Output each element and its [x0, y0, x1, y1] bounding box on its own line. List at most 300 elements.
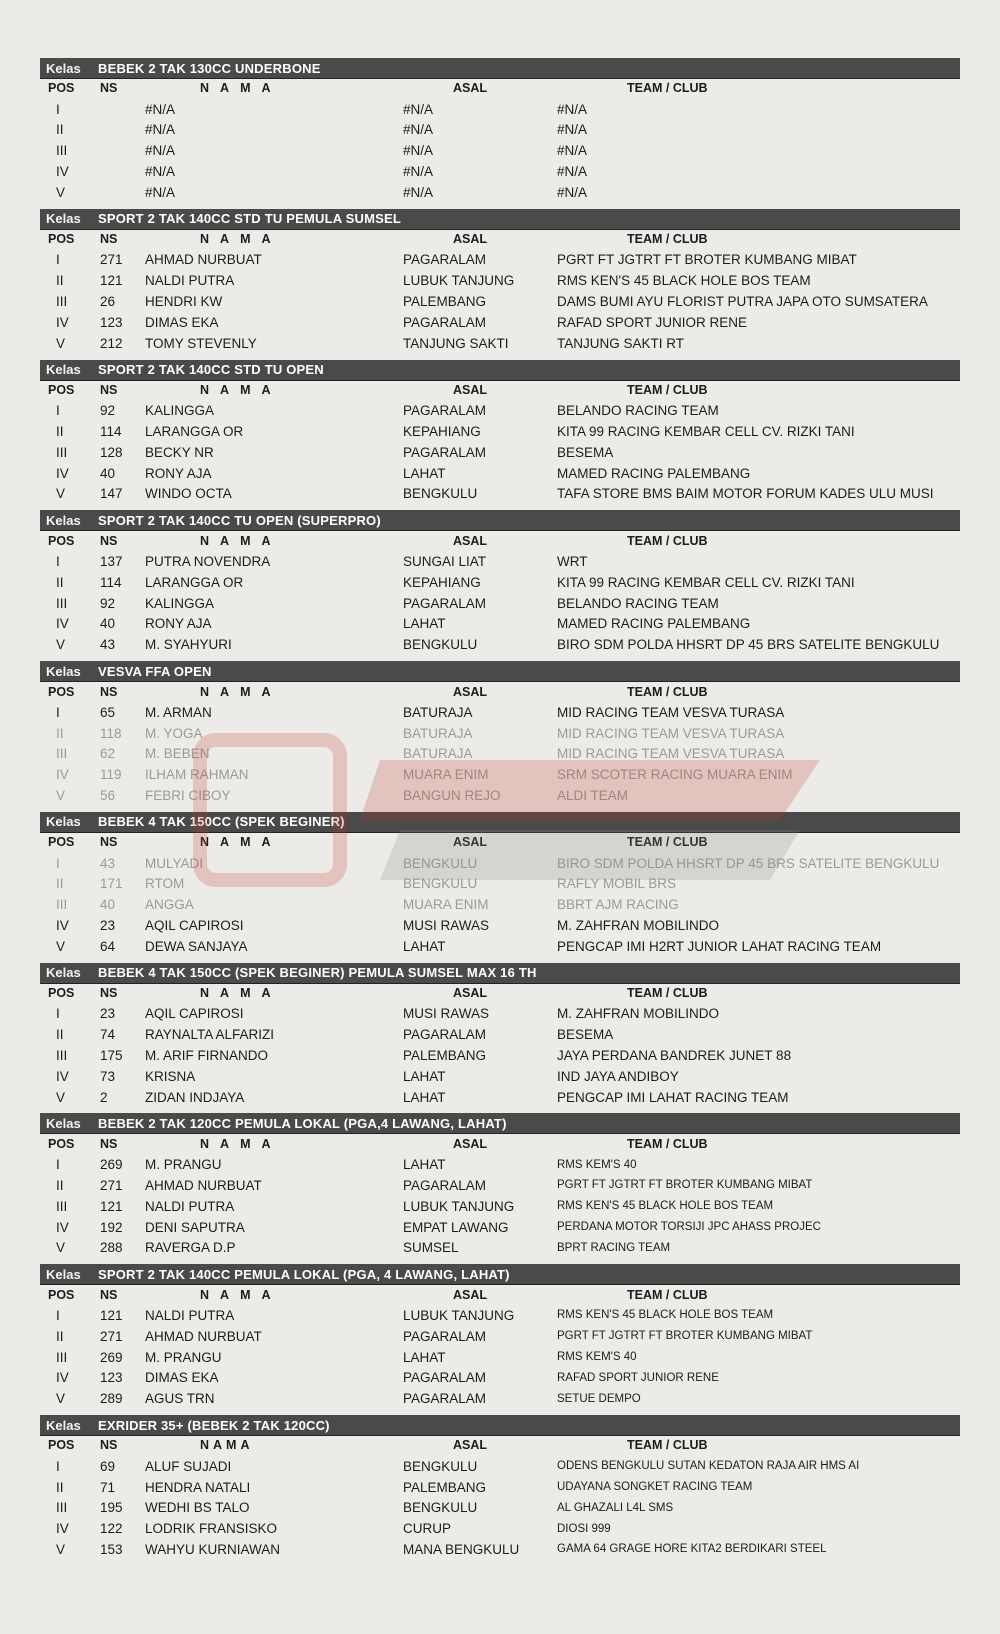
- table-row: [40, 1175, 960, 1196]
- ns-cell: 192: [100, 1219, 123, 1235]
- team-cell: JAYA PERDANA BANDREK JUNET 88: [557, 1047, 792, 1063]
- nama-cell: M. YOGA: [145, 725, 203, 741]
- ns-header: NS: [100, 1287, 118, 1302]
- pos-cell: I: [56, 1157, 60, 1173]
- asal-cell: TANJUNG SAKTI: [403, 335, 509, 351]
- kelas-label: Kelas: [46, 1115, 81, 1131]
- nama-cell: M. SYAHYURI: [145, 637, 232, 653]
- class-title-bar: [40, 510, 960, 530]
- ns-cell: 122: [100, 1521, 123, 1537]
- asal-cell: SUMSEL: [403, 1240, 459, 1256]
- table-row: [40, 161, 960, 182]
- ns-cell: 62: [100, 746, 116, 762]
- kelas-label: Kelas: [46, 512, 81, 528]
- table-header: [40, 1284, 960, 1305]
- asal-cell: BENGKULU: [403, 486, 478, 502]
- asal-cell: BATURAJA: [403, 725, 473, 741]
- team-cell: SETUE DEMPO: [557, 1392, 641, 1405]
- team-cell: BIRO SDM POLDA HHSRT DP 45 BRS SATELITE BENGKULU: [557, 637, 940, 653]
- pos-cell: III: [56, 1047, 68, 1063]
- ns-cell: 40: [100, 897, 116, 913]
- ns-cell: 92: [100, 595, 116, 611]
- team-cell: RAFAD SPORT JUNIOR RENE: [557, 1371, 719, 1384]
- class-title: SPORT 2 TAK 140CC TU OPEN (SUPERPRO): [98, 512, 381, 528]
- asal-header: ASAL: [453, 1438, 488, 1453]
- team-cell: KITA 99 RACING KEMBAR CELL CV. RIZKI TANI: [557, 424, 855, 440]
- ns-cell: 40: [100, 616, 116, 632]
- ns-cell: 121: [100, 1307, 123, 1323]
- asal-cell: PALEMBANG: [403, 1047, 487, 1063]
- pos-cell: III: [56, 897, 68, 913]
- nama-cell: KALINGGA: [145, 403, 215, 419]
- asal-cell: #N/A: [403, 164, 434, 180]
- table-row: [40, 874, 960, 895]
- kelas-label: Kelas: [46, 663, 81, 679]
- table-row: [40, 99, 960, 120]
- asal-cell: PAGARALAM: [403, 595, 487, 611]
- team-cell: PGRT FT JGTRT FT BROTER KUMBANG MIBAT: [557, 1179, 813, 1192]
- team-cell: BESEMA: [557, 444, 614, 460]
- table-header: [40, 78, 960, 99]
- pos-cell: V: [56, 788, 66, 803]
- pos-cell: V: [56, 1089, 66, 1105]
- pos-cell: V: [56, 1240, 66, 1256]
- team-cell: RAFAD SPORT JUNIOR RENE: [557, 314, 748, 330]
- nama-cell: AQIL CAPIROSI: [145, 1006, 244, 1022]
- class-section: [40, 58, 960, 203]
- nama-cell: DIMAS EKA: [145, 314, 219, 330]
- pos-cell: I: [56, 855, 60, 871]
- asal-header: ASAL: [453, 986, 488, 1001]
- class-section: [40, 1264, 960, 1409]
- pos-header: POS: [48, 835, 75, 850]
- table-row: [40, 1196, 960, 1217]
- team-cell: MAMED RACING PALEMBANG: [557, 465, 751, 481]
- ns-header: NS: [100, 1438, 118, 1453]
- pos-cell: V: [56, 486, 66, 502]
- nama-cell: BECKY NR: [145, 444, 214, 460]
- table-row: [40, 400, 960, 421]
- asal-header: ASAL: [453, 81, 488, 96]
- ns-cell: 119: [100, 767, 122, 783]
- nama-cell: WEDHI BS TALO: [145, 1500, 250, 1516]
- table-header: [40, 1435, 960, 1456]
- nama-cell: PUTRA NOVENDRA: [145, 554, 271, 570]
- nama-cell: AHMAD NURBUAT: [145, 1177, 262, 1193]
- ns-cell: 65: [100, 704, 116, 720]
- pos-header: POS: [48, 382, 75, 397]
- team-header: TEAM / CLUB: [627, 232, 708, 247]
- team-cell: MAMED RACING PALEMBANG: [557, 616, 751, 632]
- table-row: [40, 593, 960, 614]
- team-cell: M. ZAHFRAN MOBILINDO: [557, 1006, 720, 1022]
- table-row: [40, 1367, 960, 1388]
- nama-cell: RTOM: [145, 876, 185, 892]
- class-title-bar: [40, 661, 960, 681]
- nama-header: N A M A: [200, 81, 275, 96]
- table-row: [40, 551, 960, 572]
- team-cell: MID RACING TEAM VESVA TURASA: [557, 746, 785, 762]
- asal-cell: PAGARALAM: [403, 1027, 487, 1043]
- class-section: [40, 963, 960, 1108]
- pos-header: POS: [48, 1136, 75, 1151]
- table-row: [40, 484, 960, 505]
- team-cell: BBRT AJM RACING: [557, 897, 679, 913]
- ns-cell: 43: [100, 855, 116, 871]
- class-title-bar: [40, 1264, 960, 1284]
- pos-cell: III: [56, 1198, 68, 1214]
- class-title-bar: [40, 963, 960, 983]
- table-header: [40, 380, 960, 401]
- pos-header: POS: [48, 986, 75, 1001]
- nama-cell: M. PRANGU: [145, 1349, 222, 1365]
- table-row: [40, 853, 960, 874]
- nama-cell: FEBRI CIBOY: [145, 788, 231, 803]
- pos-cell: II: [56, 273, 64, 289]
- table-row: [40, 442, 960, 463]
- team-cell: PENGCAP IMI LAHAT RACING TEAM: [557, 1089, 789, 1105]
- nama-cell: DENI SAPUTRA: [145, 1219, 245, 1235]
- team-cell: #N/A: [557, 143, 588, 159]
- asal-header: ASAL: [453, 1136, 488, 1151]
- nama-cell: TOMY STEVENLY: [145, 335, 257, 351]
- pos-cell: I: [56, 1006, 60, 1022]
- asal-cell: KEPAHIANG: [403, 574, 481, 590]
- team-header: TEAM / CLUB: [627, 533, 708, 548]
- ns-cell: 195: [100, 1500, 123, 1516]
- team-cell: BIRO SDM POLDA HHSRT DP 45 BRS SATELITE BENGKULU: [557, 855, 940, 871]
- pos-cell: III: [56, 294, 68, 310]
- table-header: [40, 1133, 960, 1154]
- table-row: [40, 764, 960, 785]
- pos-cell: V: [56, 938, 66, 954]
- table-row: [40, 120, 960, 141]
- pos-cell: II: [56, 1328, 64, 1344]
- asal-cell: #N/A: [403, 122, 434, 138]
- pos-header: POS: [48, 533, 75, 548]
- table-row: [40, 1154, 960, 1175]
- class-section: [40, 510, 960, 655]
- ns-header: NS: [100, 81, 118, 96]
- team-cell: BELANDO RACING TEAM: [557, 403, 719, 419]
- ns-cell: 56: [100, 788, 116, 803]
- ns-header: NS: [100, 232, 118, 247]
- table-row: [40, 1347, 960, 1368]
- asal-header: ASAL: [453, 382, 488, 397]
- pos-cell: II: [56, 1027, 64, 1043]
- pos-cell: III: [56, 143, 68, 159]
- team-cell: PENGCAP IMI H2RT JUNIOR LAHAT RACING TEAM: [557, 938, 882, 954]
- table-row: [40, 312, 960, 333]
- asal-cell: PAGARALAM: [403, 1177, 487, 1193]
- asal-cell: LAHAT: [403, 938, 446, 954]
- table-row: [40, 333, 960, 354]
- class-title: SPORT 2 TAK 140CC STD TU PEMULA SUMSEL: [98, 211, 402, 227]
- pos-cell: IV: [56, 1068, 69, 1084]
- asal-cell: PAGARALAM: [403, 444, 487, 460]
- team-cell: RMS KEM'S 40: [557, 1158, 637, 1171]
- table-header: [40, 530, 960, 551]
- team-header: TEAM / CLUB: [627, 81, 708, 96]
- nama-header: N A M A: [200, 1136, 275, 1151]
- nama-cell: M. ARMAN: [145, 704, 212, 720]
- table-header: [40, 832, 960, 853]
- nama-cell: ILHAM RAHMAN: [145, 767, 249, 783]
- ns-header: NS: [100, 1136, 118, 1151]
- pos-cell: IV: [56, 1219, 69, 1235]
- class-title-bar: [40, 58, 960, 78]
- ns-cell: 271: [100, 1328, 123, 1344]
- team-cell: RAFLY MOBIL BRS: [557, 876, 677, 892]
- pos-cell: I: [56, 101, 60, 117]
- table-row: [40, 1497, 960, 1518]
- kelas-label: Kelas: [46, 60, 81, 76]
- table-row: [40, 421, 960, 442]
- team-cell: #N/A: [557, 122, 588, 138]
- asal-cell: KEPAHIANG: [403, 424, 481, 440]
- team-cell: IND JAYA ANDIBOY: [557, 1068, 679, 1084]
- asal-cell: LAHAT: [403, 465, 446, 481]
- table-row: [40, 1477, 960, 1498]
- asal-cell: LUBUK TANJUNG: [403, 1198, 515, 1214]
- kelas-label: Kelas: [46, 814, 81, 830]
- nama-cell: ANGGA: [145, 897, 194, 913]
- nama-cell: #N/A: [145, 143, 176, 159]
- table-row: [40, 1237, 960, 1258]
- table-row: [40, 723, 960, 744]
- pos-cell: II: [56, 574, 64, 590]
- ns-cell: 121: [100, 1198, 123, 1214]
- team-cell: WRT: [557, 554, 588, 570]
- ns-cell: 64: [100, 938, 116, 954]
- pos-cell: III: [56, 444, 68, 460]
- nama-cell: WAHYU KURNIAWAN: [145, 1541, 280, 1557]
- nama-header: N A M A: [200, 232, 275, 247]
- team-cell: RMS KEN'S 45 BLACK HOLE BOS TEAM: [557, 1309, 774, 1322]
- class-section: [40, 812, 960, 957]
- asal-cell: BATURAJA: [403, 704, 473, 720]
- table-row: [40, 270, 960, 291]
- ns-cell: 114: [100, 574, 122, 590]
- team-cell: PGRT FT JGTRT FT BROTER KUMBANG MIBAT: [557, 1330, 813, 1343]
- team-cell: TANJUNG SAKTI RT: [557, 335, 685, 351]
- asal-cell: BANGUN REJO: [403, 788, 501, 803]
- ns-cell: 92: [100, 403, 116, 419]
- table-row: [40, 614, 960, 635]
- pos-header: POS: [48, 1438, 75, 1453]
- team-header: TEAM / CLUB: [627, 1287, 708, 1302]
- pos-cell: II: [56, 424, 64, 440]
- nama-cell: M. BEBEN: [145, 746, 210, 762]
- nama-cell: HENDRA NATALI: [145, 1479, 251, 1495]
- pos-cell: IV: [56, 616, 69, 632]
- ns-header: NS: [100, 382, 118, 397]
- nama-cell: #N/A: [145, 122, 176, 138]
- asal-cell: PAGARALAM: [403, 252, 487, 268]
- nama-cell: DIMAS EKA: [145, 1370, 219, 1386]
- pos-cell: II: [56, 725, 64, 741]
- pos-cell: III: [56, 746, 68, 762]
- table-header: [40, 681, 960, 702]
- class-title: SPORT 2 TAK 140CC STD TU OPEN: [98, 362, 324, 378]
- ns-cell: 153: [100, 1541, 123, 1557]
- ns-cell: 114: [100, 424, 122, 440]
- table-row: [40, 1518, 960, 1539]
- table-row: [40, 1087, 960, 1108]
- class-title-bar: [40, 209, 960, 229]
- kelas-label: Kelas: [46, 965, 81, 981]
- pos-cell: V: [56, 637, 66, 653]
- asal-cell: LAHAT: [403, 1157, 446, 1173]
- kelas-label: Kelas: [46, 1266, 81, 1282]
- asal-cell: MUSI RAWAS: [403, 1006, 490, 1022]
- team-cell: DIOSI 999: [557, 1522, 611, 1535]
- pos-cell: I: [56, 1307, 60, 1323]
- nama-cell: ALUF SUJADI: [145, 1458, 232, 1474]
- ns-cell: 128: [100, 444, 123, 460]
- nama-cell: NALDI PUTRA: [145, 273, 235, 289]
- class-title: BEBEK 2 TAK 130CC UNDERBONE: [98, 60, 321, 76]
- pos-cell: IV: [56, 1370, 69, 1386]
- ns-cell: 123: [100, 1370, 123, 1386]
- asal-cell: BENGKULU: [403, 1500, 478, 1516]
- asal-cell: LAHAT: [403, 1349, 446, 1365]
- pos-header: POS: [48, 684, 75, 699]
- team-header: TEAM / CLUB: [627, 986, 708, 1001]
- table-row: [40, 463, 960, 484]
- class-title: BEBEK 2 TAK 120CC PEMULA LOKAL (PGA,4 LAWANG, LAHAT): [98, 1115, 507, 1131]
- nama-cell: RONY AJA: [145, 616, 212, 632]
- nama-cell: #N/A: [145, 164, 176, 180]
- nama-cell: M. ARIF FIRNANDO: [145, 1047, 269, 1063]
- nama-cell: LARANGGA OR: [145, 424, 244, 440]
- pos-cell: V: [56, 184, 66, 200]
- table-row: [40, 1066, 960, 1087]
- class-section: [40, 360, 960, 505]
- asal-cell: PAGARALAM: [403, 314, 487, 330]
- team-cell: UDAYANA SONGKET RACING TEAM: [557, 1481, 753, 1494]
- asal-cell: MUSI RAWAS: [403, 917, 490, 933]
- nama-cell: M. PRANGU: [145, 1157, 222, 1173]
- pos-cell: IV: [56, 164, 69, 180]
- asal-cell: SUNGAI LIAT: [403, 554, 487, 570]
- ns-cell: 212: [100, 335, 123, 351]
- pos-cell: IV: [56, 314, 69, 330]
- team-cell: ODENS BENGKULU SUTAN KEDATON RAJA AIR HMS AI: [557, 1460, 860, 1473]
- ns-cell: 69: [100, 1458, 116, 1474]
- table-header: [40, 229, 960, 250]
- pos-cell: IV: [56, 917, 69, 933]
- pos-cell: I: [56, 1458, 60, 1474]
- nama-header: NAMA: [200, 1438, 254, 1453]
- pos-cell: I: [56, 252, 60, 268]
- pos-cell: III: [56, 595, 68, 611]
- table-row: [40, 744, 960, 765]
- class-title: BEBEK 4 TAK 150CC (SPEK BEGINER): [98, 814, 345, 830]
- nama-cell: KALINGGA: [145, 595, 215, 611]
- nama-cell: RONY AJA: [145, 465, 212, 481]
- ns-cell: 23: [100, 917, 116, 933]
- table-row: [40, 894, 960, 915]
- class-title: BEBEK 4 TAK 150CC (SPEK BEGINER) PEMULA SUMSEL MAX 16 TH: [98, 965, 537, 981]
- team-cell: MID RACING TEAM VESVA TURASA: [557, 725, 785, 741]
- table-row: [40, 936, 960, 957]
- nama-header: N A M A: [200, 382, 275, 397]
- table-row: [40, 1305, 960, 1326]
- ns-cell: 271: [100, 1177, 123, 1193]
- asal-cell: PAGARALAM: [403, 1328, 487, 1344]
- pos-cell: II: [56, 122, 64, 138]
- nama-cell: LODRIK FRANSISKO: [145, 1521, 278, 1537]
- nama-header: N A M A: [200, 835, 275, 850]
- team-cell: RMS KEN'S 45 BLACK HOLE BOS TEAM: [557, 273, 811, 289]
- nama-cell: LARANGGA OR: [145, 574, 244, 590]
- asal-cell: #N/A: [403, 184, 434, 200]
- nama-header: N A M A: [200, 986, 275, 1001]
- pos-cell: IV: [56, 465, 69, 481]
- team-cell: RMS KEN'S 45 BLACK HOLE BOS TEAM: [557, 1200, 774, 1213]
- ns-cell: 121: [100, 273, 123, 289]
- class-section: [40, 209, 960, 354]
- asal-cell: MUARA ENIM: [403, 767, 489, 783]
- asal-header: ASAL: [453, 835, 488, 850]
- asal-cell: MANA BENGKULU: [403, 1541, 520, 1557]
- table-row: [40, 1003, 960, 1024]
- table-row: [40, 915, 960, 936]
- class-section: [40, 1113, 960, 1258]
- ns-cell: 26: [100, 294, 116, 310]
- team-cell: #N/A: [557, 184, 588, 200]
- nama-cell: HENDRI KW: [145, 294, 223, 310]
- kelas-label: Kelas: [46, 211, 81, 227]
- asal-cell: CURUP: [403, 1521, 452, 1537]
- asal-cell: LUBUK TANJUNG: [403, 273, 515, 289]
- team-cell: #N/A: [557, 101, 588, 117]
- nama-cell: RAVERGA D.P: [145, 1240, 236, 1256]
- ns-cell: 147: [100, 486, 123, 502]
- table-row: [40, 634, 960, 655]
- pos-cell: I: [56, 704, 60, 720]
- team-cell: PERDANA MOTOR TORSIJI JPC AHASS PROJEC: [557, 1221, 821, 1234]
- team-cell: GAMA 64 GRAGE HORE KITA2 BERDIKARI STEEL: [557, 1543, 827, 1556]
- team-header: TEAM / CLUB: [627, 1136, 708, 1151]
- ns-cell: 288: [100, 1240, 123, 1256]
- team-cell: RMS KEM'S 40: [557, 1351, 637, 1364]
- ns-header: NS: [100, 986, 118, 1001]
- nama-cell: #N/A: [145, 101, 176, 117]
- asal-header: ASAL: [453, 684, 488, 699]
- asal-cell: MUARA ENIM: [403, 897, 489, 913]
- kelas-label: Kelas: [46, 1417, 81, 1433]
- table-row: [40, 1388, 960, 1409]
- nama-cell: DEWA SANJAYA: [145, 938, 248, 954]
- ns-cell: 269: [100, 1157, 123, 1173]
- table-row: [40, 1217, 960, 1238]
- class-title-bar: [40, 360, 960, 380]
- ns-cell: 175: [100, 1047, 123, 1063]
- asal-cell: #N/A: [403, 101, 434, 117]
- asal-header: ASAL: [453, 1287, 488, 1302]
- table-row: [40, 1024, 960, 1045]
- asal-cell: PALEMBANG: [403, 294, 487, 310]
- class-section: [40, 1415, 960, 1560]
- pos-cell: III: [56, 1349, 68, 1365]
- class-results-list: [40, 58, 960, 1560]
- asal-cell: BENGKULU: [403, 876, 478, 892]
- nama-header: N A M A: [200, 533, 275, 548]
- asal-cell: BENGKULU: [403, 637, 478, 653]
- class-title: EXRIDER 35+ (BEBEK 2 TAK 120CC): [98, 1417, 330, 1433]
